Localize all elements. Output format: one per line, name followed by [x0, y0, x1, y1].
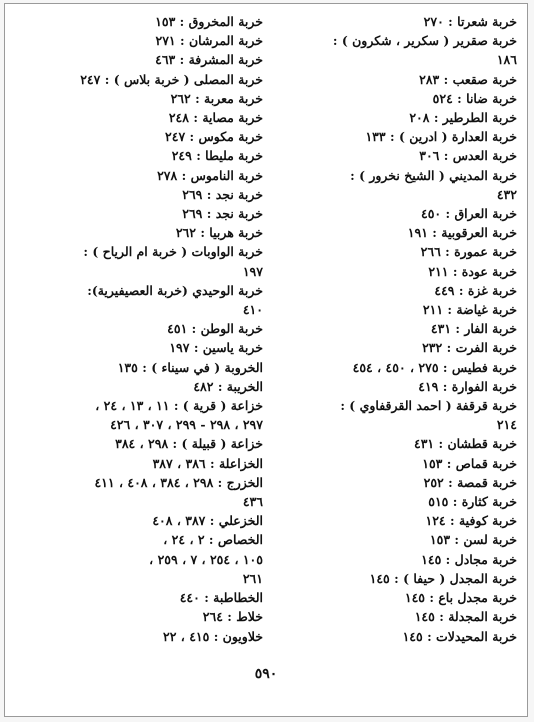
- index-entry: ١٩٧: [242, 263, 263, 279]
- index-entry: خربة ضانا : ٥٢٤: [432, 90, 517, 106]
- index-entry: خربة لسن : ١٥٣: [429, 532, 517, 548]
- index-entry: خربة المرشان : ٢٧١: [155, 33, 263, 49]
- index-entry: الخزاعلة : ٣٨٦ ، ٣٨٧: [152, 455, 263, 471]
- index-entry: خربة مكوس : ٢٤٧: [165, 129, 263, 145]
- index-entry: ١٨٦: [496, 52, 517, 68]
- index-entry: خربة غياضة : ٢١١: [422, 302, 517, 318]
- index-page: [19, 12, 517, 652]
- index-entry: خربة عمورة : ٢٦٦: [420, 244, 517, 260]
- page-number: ٥٩٠: [254, 666, 278, 682]
- index-entry: خربة المحيدلات : ١٤٥: [402, 628, 517, 644]
- index-entry: خربة المجدل ( حيفا ) : ١٤٥: [369, 570, 517, 586]
- right-column: [273, 12, 517, 652]
- index-entry: خربة هربيا : ٢٦٢: [175, 225, 263, 241]
- index-entry: ٤٣٢: [496, 186, 517, 202]
- index-entry: خربة كثارة : ٥١٥: [428, 494, 517, 510]
- index-entry: الخزعلي : ٣٨٧ ، ٤٠٨: [152, 513, 263, 529]
- index-entry: ٢٦١: [242, 570, 263, 586]
- index-entry: خربة قرقفة ( احمد القرقفاوي ) :: [340, 398, 517, 414]
- index-entry: ٢٩٧ ، ٢٩٨ - ٢٩٩ ، ٣٠٧ ، ٤٢٦: [110, 417, 263, 433]
- index-entry: خربة المشرفة : ٤٦٣: [155, 52, 263, 68]
- index-entry: خربة فطيس : ٢٧٥ ، ٤٥٠ ، ٤٥٤: [352, 359, 517, 375]
- index-entry: خربة الواوبات ( خربة ام الرياح ) :: [83, 244, 263, 260]
- index-entry: خربة العراق : ٤٥٠: [420, 206, 517, 222]
- index-entry: خربة شعرتا : ٢٧٠: [423, 14, 517, 29]
- index-entry: خربة صقعب : ٢٨٣: [419, 71, 517, 87]
- index-entry: خربة نجد : ٢٦٩: [182, 206, 263, 222]
- index-entry: خربة العدس : ٣٠٦: [419, 148, 517, 164]
- index-entry: خربة الوحيدي (خربة العصيفيرية):: [87, 282, 263, 298]
- index-entry: خربة عودة : ٢١١: [428, 263, 517, 279]
- index-entry: خربة نجد : ٢٦٩: [182, 186, 263, 202]
- index-entry: خربة قطشان : ٤٣١: [414, 436, 517, 452]
- index-entry: الخصاص : ٢ ، ٢٤ ،: [163, 532, 263, 548]
- index-entry: خلاويون : ٤١٥ ، ٢٢: [163, 628, 263, 644]
- index-entry: الخريبة : ٤٨٢: [193, 378, 263, 394]
- index-entry: خربة غزة : ٤٤٩: [434, 282, 517, 298]
- index-entry: الخروبة ( في سيناء ) : ١٣٥: [117, 359, 263, 375]
- index-entry: خربة المصلى ( خربة بلاس ) : ٢٤٧: [80, 71, 263, 87]
- index-entry: ٢١٤: [496, 417, 517, 433]
- index-entry: خربة مليطا : ٢٤٩: [171, 148, 263, 164]
- index-entry: خربة مجادل : ١٤٥: [421, 551, 517, 567]
- index-entry: ١٠٥ ، ٢٥٤ ، ٧ ، ٢٥٩ ،: [149, 551, 263, 567]
- index-entry: خلاط : ٢٦٤: [202, 609, 263, 625]
- index-entry: خربة الطرطير : ٢٠٨: [409, 110, 517, 126]
- index-entry: خربة معربة : ٢٦٢: [170, 90, 263, 106]
- index-entry: خربة الناموس : ٢٧٨: [157, 167, 263, 183]
- index-entry: خربة المخروق : ١٥٣: [155, 14, 263, 29]
- left-column: [19, 12, 263, 652]
- index-entry: الخزرج : ٢٩٨ ، ٣٨٤ ، ٤٠٨ ، ٤١١: [94, 474, 263, 490]
- index-entry: خربة كوفية : ١٢٤: [425, 513, 517, 529]
- index-entry: خربة الوطن : ٤٥١: [167, 321, 263, 337]
- index-entry: خربة قمصة : ٢٥٢: [423, 474, 517, 490]
- index-entry: خربة المديني ( الشيخ نخرور ) :: [350, 167, 517, 183]
- index-entry: خزاعة ( قرية ) : ١١ ، ١٣ ، ٢٤ ،: [95, 398, 263, 414]
- index-entry: خربة الفرت : ٢٣٢: [422, 340, 517, 356]
- index-entry: ٤١٠: [242, 302, 263, 318]
- index-entry: خربة المجدلة : ١٤٥: [414, 609, 517, 625]
- index-entry: خربة العرقوبية : ١٩١: [407, 225, 517, 241]
- index-entry: الخطاطبة : ٤٤٠: [179, 590, 263, 606]
- index-entry: خزاعة ( قبيلة ) : ٢٩٨ ، ٣٨٤: [115, 436, 263, 452]
- index-entry: خربة قماص : ١٥٣: [422, 455, 517, 471]
- index-entry: خربة مصاية : ٢٤٨: [168, 110, 263, 126]
- index-entry: خربة الفوارة : ٤١٩: [418, 378, 517, 394]
- index-entry: خربة صقرير ( سكرير ، شكرون ) :: [332, 33, 517, 49]
- page-frame: [4, 3, 528, 717]
- index-entry: خربة الفار : ٤٣١: [430, 321, 517, 337]
- index-entry: خربة ياسين : ١٩٧: [169, 340, 263, 356]
- index-entry: خربة مجدل باع : ١٤٥: [404, 590, 517, 606]
- index-entry: خربة العدارة ( ادرين ) : ١٣٣: [365, 129, 517, 145]
- index-entry: ٤٣٦: [242, 494, 263, 510]
